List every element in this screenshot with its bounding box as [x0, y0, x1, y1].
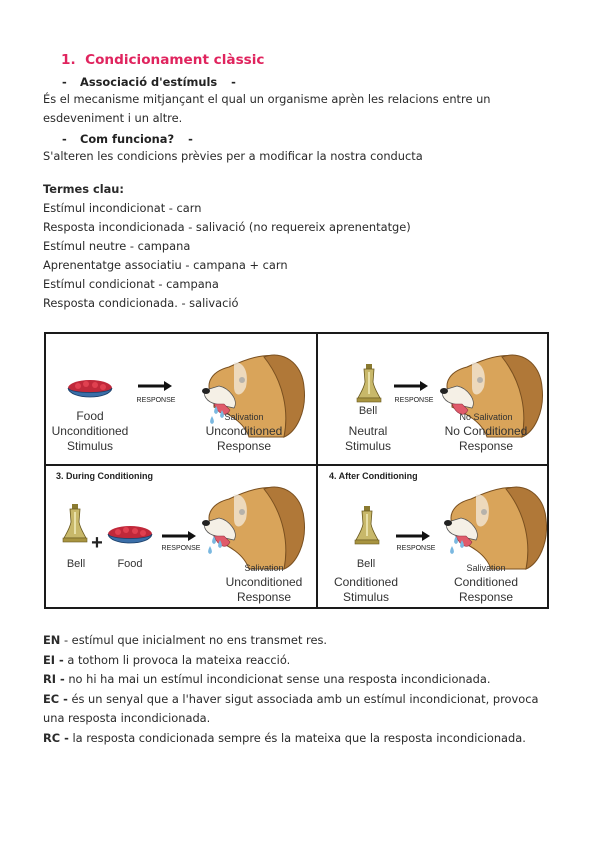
arrow-icon: [396, 531, 430, 541]
dash-left: -: [62, 75, 67, 89]
dog-icon: [444, 487, 546, 569]
section-heading: [61, 52, 264, 68]
subheading-how-label: Com funciona?: [80, 132, 175, 146]
stimulus-line1: Bell: [358, 405, 378, 417]
result-line1: No Conditioned: [444, 424, 528, 438]
subheading-association: [62, 75, 236, 89]
definition-rc: [43, 729, 563, 748]
heading-number: 1.: [61, 52, 76, 68]
arrow-icon: [162, 531, 196, 541]
definition-text: la resposta condicionada sempre és la mateixa que la resposta incondicionada.: [68, 731, 526, 745]
stimulus-line1: Bell: [356, 558, 376, 570]
subheading-how-it-works: [62, 132, 193, 146]
result-line2: Response: [458, 439, 514, 453]
stimulus-line3: Stimulus: [66, 439, 114, 453]
subheading-association-label: Associació d'estímuls: [80, 75, 218, 89]
definition-text: a tothom li provoca la mateixa reacció.: [63, 653, 291, 667]
how-it-works-paragraph: S'alteren les condicions prèvies per a modificar la nostra conducta: [43, 149, 423, 163]
stimulus-line3: Stimulus: [342, 590, 390, 604]
key-term-item: Aprenentatge associatiu - campana + carn: [43, 258, 288, 272]
definition-text: és un senyal que a l'haver sigut associada amb un estímul incondicionat, provoca una resposta incondicionada.: [43, 692, 539, 725]
definition-ri: [43, 670, 563, 689]
result-line1: Conditioned: [453, 575, 519, 589]
food-bowl-icon: [68, 380, 112, 397]
association-paragraph: És el mecanisme mitjançant el qual un organisme aprèn les relacions entre un esdeveniment i un altre.: [43, 92, 491, 125]
stimulus-line1: Food: [76, 409, 104, 423]
salivation-label: Salivation: [466, 563, 506, 573]
stimulus-line2: Neutral: [348, 424, 388, 438]
key-term-item: Resposta incondicionada - salivació (no requereix aprenentatge): [43, 220, 411, 234]
panel-during-conditioning: [56, 471, 304, 604]
stimulus-line2: Unconditioned: [51, 424, 129, 438]
food-label: Food: [117, 558, 143, 570]
plus-sign: +: [91, 532, 103, 554]
dash-right: -: [188, 132, 193, 146]
response-label: RESPONSE: [136, 397, 176, 404]
key-term-item: Estímul neutre - campana: [43, 239, 191, 253]
arrow-icon: [394, 381, 428, 391]
result-line2: Response: [458, 590, 514, 604]
panel-after-conditioning: [329, 471, 546, 604]
salivation-label: Salivation: [224, 412, 264, 422]
stimulus-line3: Stimulus: [344, 439, 392, 453]
panel-title: 3. During Conditioning: [56, 471, 153, 481]
response-label: RESPONSE: [161, 545, 201, 552]
result-line1: Unconditioned: [205, 424, 283, 438]
food-bowl-icon: [108, 526, 152, 543]
bell-icon: [63, 504, 87, 542]
definition-abbr: EI -: [43, 653, 64, 667]
bell-icon: [355, 506, 379, 544]
definition-text: no hi ha mai un estímul incondicionat sense una resposta incondicionada.: [64, 672, 491, 686]
key-term-item: Resposta condicionada. - salivació: [43, 296, 239, 310]
conditioning-diagram: [46, 334, 547, 607]
stimulus-line2: Conditioned: [333, 575, 399, 589]
classical-conditioning-figure: [44, 332, 549, 609]
arrow-icon: [138, 381, 172, 391]
dog-icon: [202, 487, 304, 569]
panel-title: 4. After Conditioning: [329, 471, 418, 481]
definition-abbr: RC -: [43, 731, 69, 745]
panel-unconditioned: [52, 355, 305, 453]
result-line2: Response: [216, 439, 272, 453]
panel-neutral: [345, 355, 543, 453]
definition-abbr: EC -: [43, 692, 68, 706]
result-line1: Unconditioned: [225, 575, 303, 589]
key-terms-title: Termes clau:: [43, 182, 124, 196]
dash-left: -: [62, 132, 67, 146]
key-term-item: Estímul condicionat - campana: [43, 277, 219, 291]
bell-icon: [357, 364, 381, 402]
heading-title: Condicionament clàssic: [85, 52, 265, 68]
definition-abbr: RI -: [43, 672, 65, 686]
definition-abbr: EN: [43, 633, 61, 647]
result-line2: Response: [236, 590, 292, 604]
key-term-item: Estímul incondicionat - carn: [43, 201, 202, 215]
bell-label: Bell: [66, 558, 86, 570]
response-label: RESPONSE: [396, 545, 436, 552]
dash-right: -: [231, 75, 236, 89]
salivation-label: No Salivation: [459, 412, 513, 422]
definition-ec: [43, 690, 563, 728]
definition-en: [43, 631, 563, 650]
response-label: RESPONSE: [394, 397, 434, 404]
salivation-label: Salivation: [244, 563, 284, 573]
definition-ei: [43, 651, 563, 670]
definition-text: - estímul que inicialment no ens transmet res.: [60, 633, 328, 647]
